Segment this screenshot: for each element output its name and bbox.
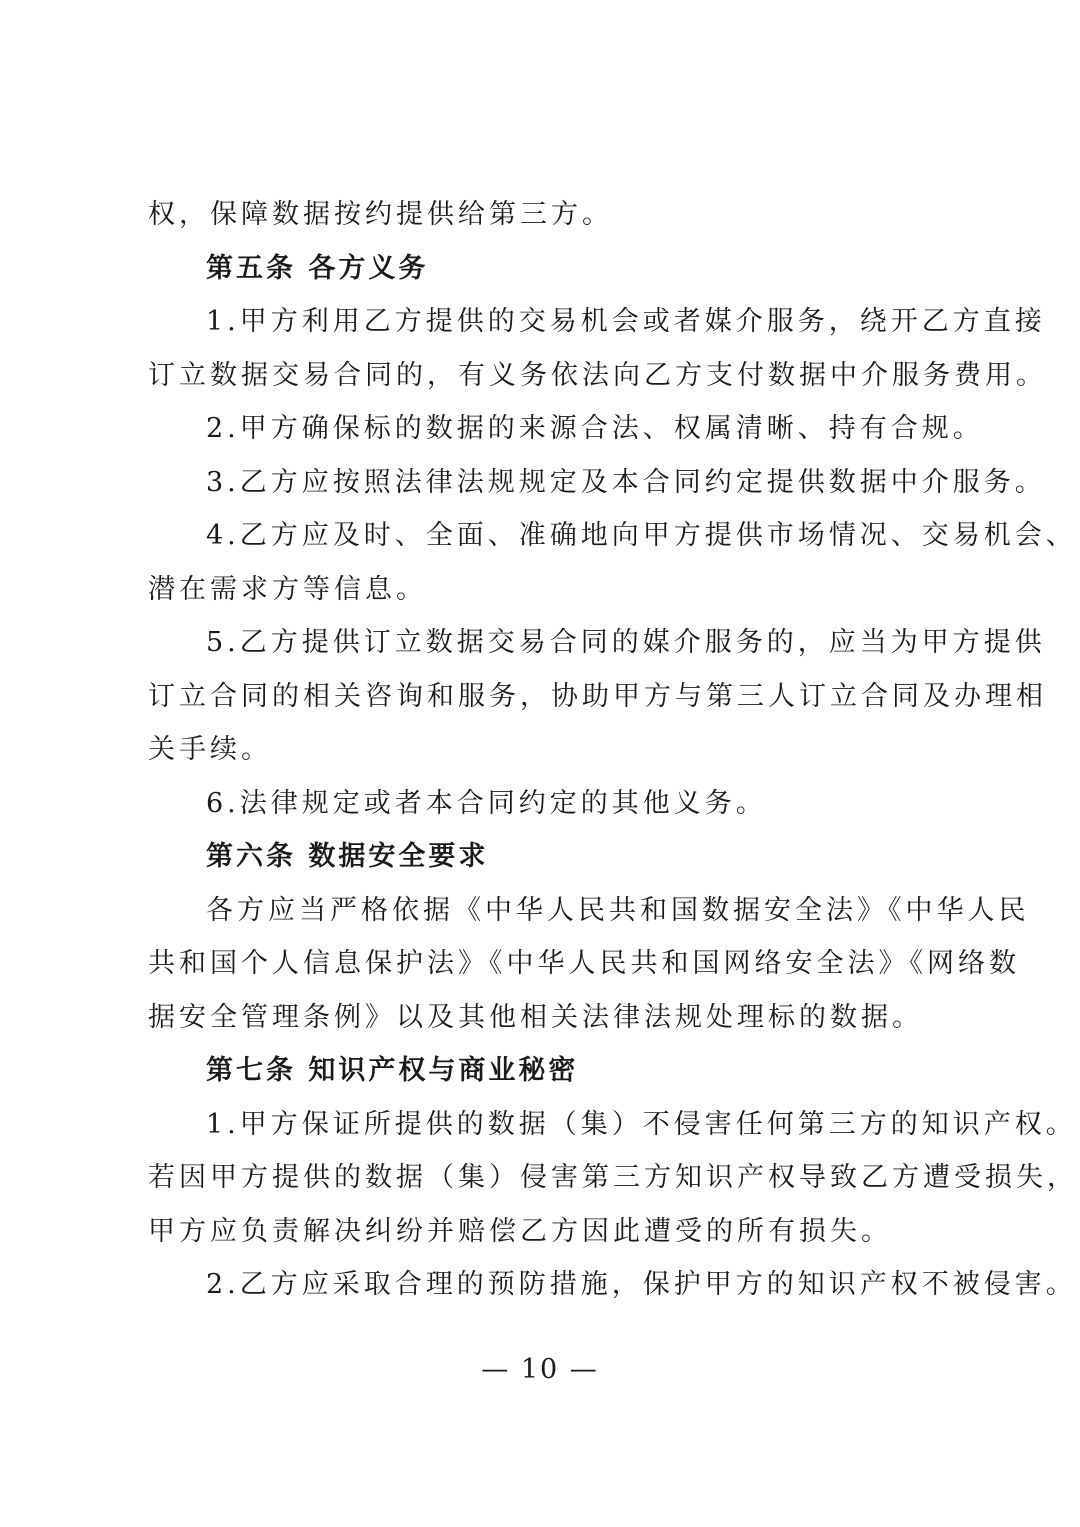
- text-line: 4.乙方应及时、全面、准确地向甲方提供市场情况、交易机会、: [206, 520, 1077, 551]
- text-line: 6.法律规定或者本合同约定的其他义务。: [206, 787, 767, 819]
- text-line: 甲方应负责解决纠纷并赔偿乙方因此遭受的所有损失。: [148, 1215, 892, 1247]
- text-line: 订立合同的相关咨询和服务，协助甲方与第三人订立合同及办理相: [148, 680, 1047, 712]
- text-line: 各方应当严格依据《中华人民共和国数据安全法》《中华人民: [206, 894, 1030, 926]
- text-line: 1.甲方利用乙方提供的交易机会或者媒介服务，绕开乙方直接: [206, 306, 1046, 337]
- section-heading-article-6: 第六条 数据安全要求: [206, 841, 489, 872]
- text-line: 2.乙方应采取合理的预防措施，保护甲方的知识产权不被侵害。: [206, 1269, 1077, 1300]
- section-heading-article-5: 第五条 各方义务: [206, 252, 429, 284]
- text-line: 权，保障数据按约提供给第三方。: [148, 199, 613, 230]
- text-line: 1.甲方保证所提供的数据（集）不侵害任何第三方的知识产权。: [206, 1108, 1077, 1140]
- text-line: 订立数据交易合同的，有义务依法向乙方支付数据中介服务费用。: [148, 359, 1047, 391]
- text-line: 2.甲方确保标的数据的来源合法、权属清晰、持有合规。: [206, 413, 984, 444]
- text-line: 关手续。: [148, 734, 272, 765]
- text-line: 若因甲方提供的数据（集）侵害第三方知识产权导致乙方遭受损失，: [148, 1162, 1078, 1193]
- document-body: [148, 188, 1078, 1312]
- section-heading-article-7: 第七条 知识产权与商业秘密: [206, 1055, 579, 1086]
- text-line: 共和国个人信息保护法》《中华人民共和国网络安全法》《网络数: [148, 948, 1020, 979]
- text-line: 5.乙方提供订立数据交易合同的媒介服务的，应当为甲方提供: [206, 627, 1046, 658]
- text-line: 3.乙方应按照法律法规规定及本合同约定提供数据中介服务。: [206, 466, 1046, 498]
- page-number: — 10 —: [481, 1354, 599, 1385]
- text-line: 潜在需求方等信息。: [148, 573, 427, 605]
- text-line: 据安全管理条例》以及其他相关法律法规处理标的数据。: [148, 1001, 923, 1033]
